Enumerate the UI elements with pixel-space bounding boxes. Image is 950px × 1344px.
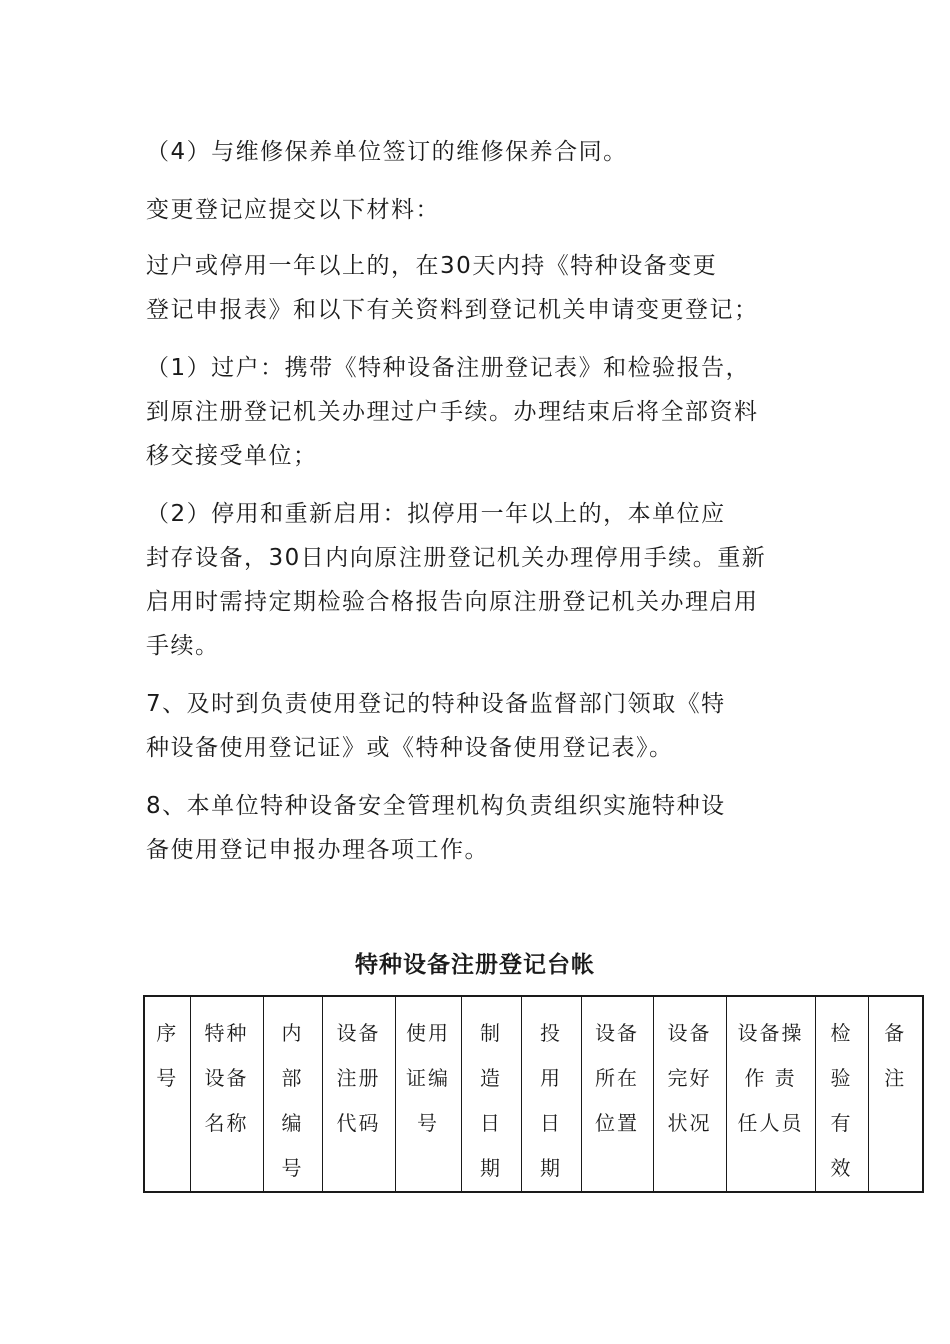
header-cell-location: 设备 所在 位置 — [581, 996, 653, 1192]
header-cell-commission-date: 投 用 日 期 — [521, 996, 581, 1192]
paragraph-change-registration-heading: 变更登记应提交以下材料： — [146, 197, 440, 223]
header-cell-inspection-valid: 检 验 有 效 — [815, 996, 868, 1192]
header-cell-certificate-number: 使用 证编 号 — [395, 996, 461, 1192]
header-cell-condition: 设备 完好 状况 — [653, 996, 726, 1192]
paragraph-item-8: 8、本单位特种设备安全管理机构负责组织实施特种设 备使用登记申报办理各项工作。 — [146, 793, 726, 863]
header-cell-manufacture-date: 制 造 日 期 — [461, 996, 521, 1192]
equipment-ledger-table — [143, 995, 924, 1193]
table-title: 特种设备注册登记台帐 — [355, 952, 595, 978]
header-cell-serial: 序 号 — [144, 996, 190, 1192]
header-cell-operator: 设备操 作 责 任人员 — [726, 996, 815, 1192]
header-cell-remarks: 备 注 — [868, 996, 923, 1192]
header-cell-equipment-name: 特种 设备 名称 — [190, 996, 263, 1192]
paragraph-change-registration-rule: 过户或停用一年以上的，在30天内持《特种设备变更 登记申报表》和以下有关资料到登记机关申请变更登记； — [146, 253, 759, 323]
paragraph-item-7: 7、及时到负责使用登记的特种设备监督部门领取《特 种设备使用登记证》或《特种设备使用登记表》。 — [146, 691, 726, 761]
header-cell-internal-number: 内 部 编 号 — [263, 996, 322, 1192]
paragraph-transfer: （1）过户：携带《特种设备注册登记表》和检验报告， 到原注册登记机关办理过户手续。办理结束后将全部资料 移交接受单位； — [146, 355, 759, 469]
paragraph-suspend-restart: （2）停用和重新启用：拟停用一年以上的，本单位应 封存设备，30日内向原注册登记机关办理停用手续。重新 启用时需持定期检验合格报告向原注册登记机关办理启用 手续。 — [146, 501, 767, 659]
paragraph-maintenance-contract: （4）与维修保养单位签订的维修保养合同。 — [146, 139, 628, 165]
table-header-row — [144, 996, 923, 1192]
header-cell-registration-code: 设备 注册 代码 — [322, 996, 395, 1192]
